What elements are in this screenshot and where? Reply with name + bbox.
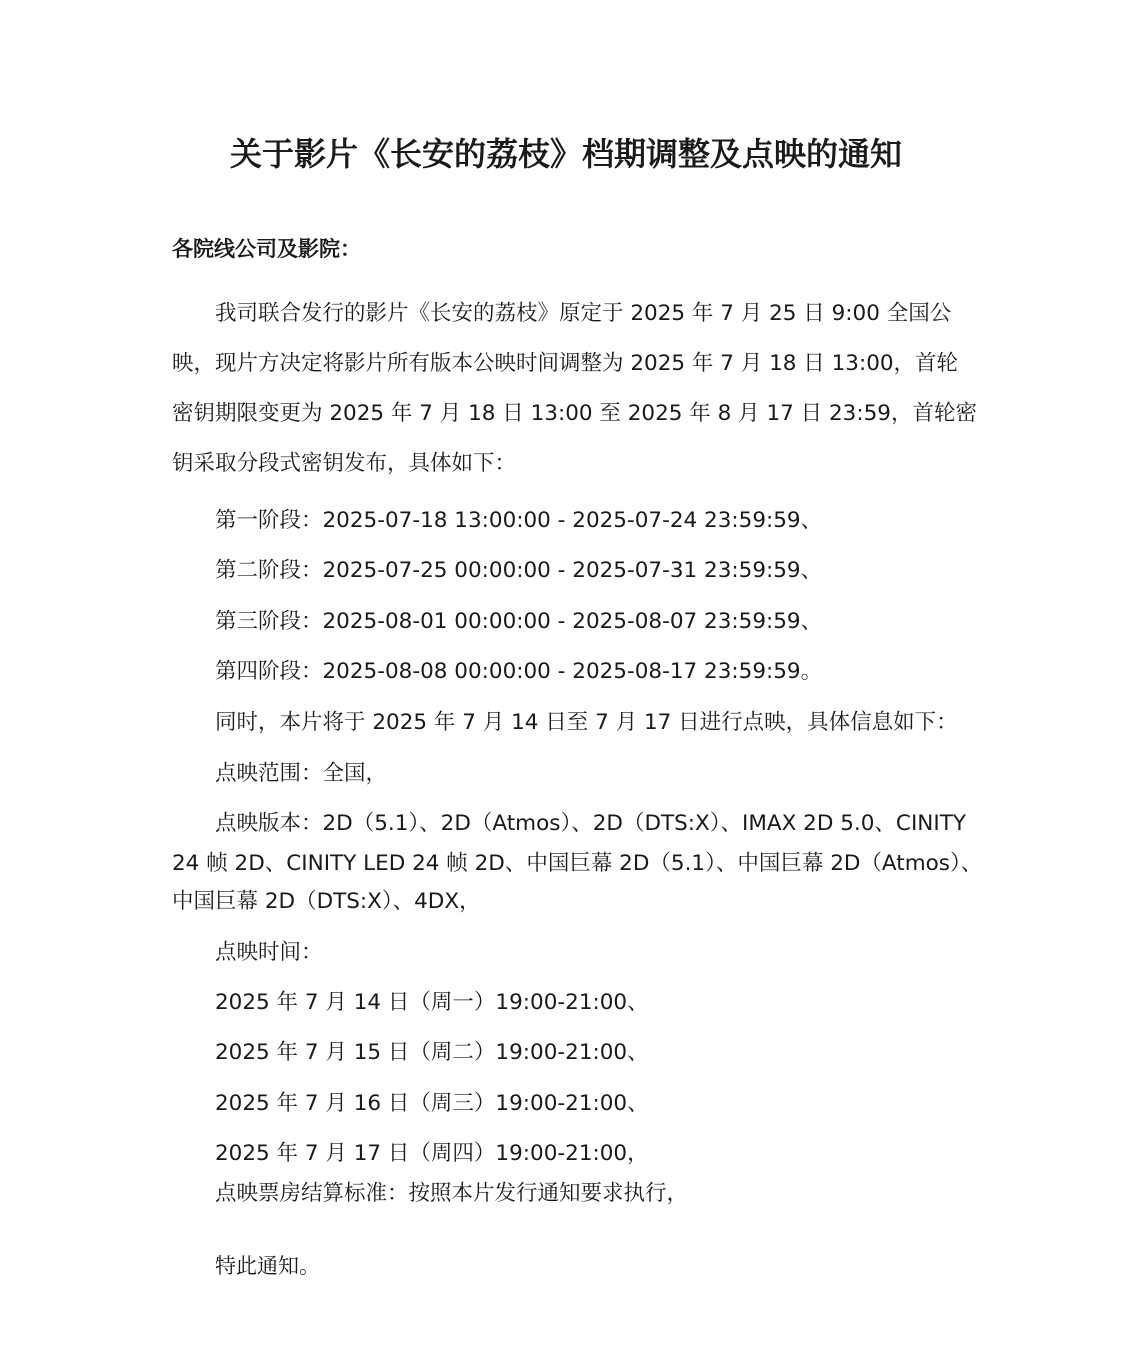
preview-intro: 同时，本片将于 2025 年 7 月 14 日至 7 月 17 日进行点映，具体信息如下： (215, 710, 958, 735)
preview-time-4: 2025 年 7 月 17 日（周四）19:00-21:00， (215, 1141, 649, 1166)
preview-versions-line-1: 点映版本：2D（5.1）、2D（Atmos）、2D（DTS:X）、IMAX 2D 5.0、CINITY (215, 811, 966, 836)
intro-line-1: 我司联合发行的影片《长安的荔枝》原定于 2025 年 7 月 25 日 9:00 全国公 (215, 301, 952, 326)
intro-line-4: 钥采取分段式密钥发布，具体如下： (172, 451, 517, 476)
preview-time-label: 点映时间： (215, 940, 323, 965)
preview-versions-line-3: 中国巨幕 2D（DTS:X）、4DX， (172, 889, 481, 914)
preview-versions-line-2: 24 帧 2D、CINITY LED 24 帧 2D、中国巨幕 2D（5.1）、中国巨幕 2D（Atmos）、 (172, 851, 983, 876)
settlement-standard: 点映票房结算标准：按照本片发行通知要求执行， (215, 1181, 689, 1206)
phase-3: 第三阶段：2025-08-01 00:00:00 - 2025-08-07 23:59:59、 (215, 609, 823, 634)
phase-2: 第二阶段：2025-07-25 00:00:00 - 2025-07-31 23:59:59、 (215, 558, 823, 583)
intro-line-2: 映，现片方决定将影片所有版本公映时间调整为 2025 年 7 月 18 日 13:00，首轮 (172, 351, 959, 376)
phase-1: 第一阶段：2025-07-18 13:00:00 - 2025-07-24 23:59:59、 (215, 508, 823, 533)
preview-time-2: 2025 年 7 月 15 日（周二）19:00-21:00、 (215, 1040, 649, 1065)
preview-time-1: 2025 年 7 月 14 日（周一）19:00-21:00、 (215, 990, 649, 1015)
phase-4: 第四阶段：2025-08-08 00:00:00 - 2025-08-17 23:59:59。 (215, 659, 823, 684)
addressee: 各院线公司及影院： (172, 236, 361, 261)
closing-text: 特此通知。 (215, 1254, 320, 1278)
preview-time-3: 2025 年 7 月 16 日（周三）19:00-21:00、 (215, 1091, 649, 1116)
preview-scope: 点映范围：全国， (215, 761, 388, 786)
intro-line-3: 密钥期限变更为 2025 年 7 月 18 日 13:00 至 2025 年 8 月 17 日 23:59，首轮密 (172, 401, 977, 426)
document-title: 关于影片《长安的荔枝》档期调整及点映的通知 (229, 135, 902, 173)
